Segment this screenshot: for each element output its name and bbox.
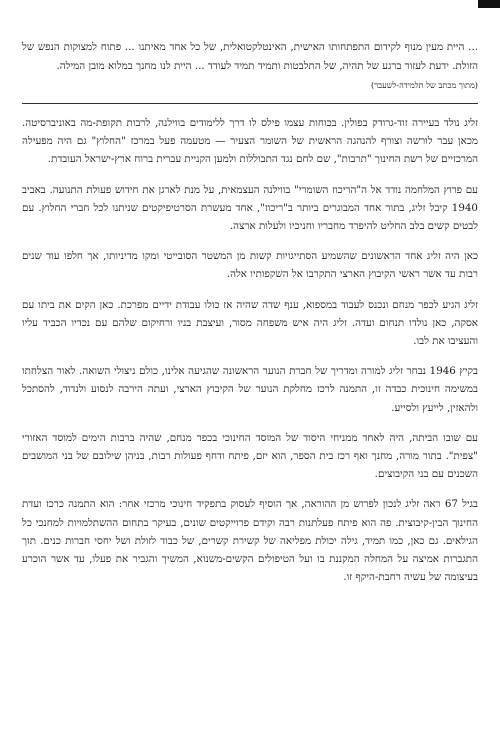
section-divider xyxy=(22,103,478,104)
opening-quote: ... היית מעין מנוף לקידום התפתחותו האישית, האינטלקטואלית, של כל אחד מאיתנו ... פתוח למצוקות הנפש של הזולת. ידעת לעזור ברגע של תהיה, של התלבטות ותמיד תמיד לעודד ... היית לנו מחנך במלוא מובן המילה. xyxy=(22,41,478,72)
paragraph-kfar-menahem: זליג הגיע לכפר מנחם ונכנס לעבוד במספוא, ענף שדה שהיה אז כולו עבודת ידיים מפרכת. כאן הקים את ביתו עם אסקה, כאן נולדו תנחום ועדה. זליג היה איש משפחה מסור, ועיצבת בניו ורחיקום שלהם עם נכדיו הכביד עליו והעציבו את לבו. xyxy=(22,298,478,348)
quote-source: (מתוך מכתב של תלמידה-לשעבר) xyxy=(370,80,478,90)
paragraph-war-outbreak: עם פרוץ המלחמה נודד אל ה"הריכוז השומרי" בווילנה העצמאית, על מנת לארגן את חידוש פעולת התנועה. באביב 1940 קיבל זליג, בתור אחד המבוגרים ביותר ב"ריכוז", אחד מעשרת הסרטיפיקטים שניתנו לכל חברי החלוץ. עם לבטים קשים בלב החליט להיפרד מחבריו וחניכיו ולעלות ארצה. xyxy=(22,183,478,233)
document-page xyxy=(22,38,478,598)
paragraph-early-life: זליג נולד בעיירה זוד-גרודק בפולין. בכוחות עצמו פילס לו דרך ללימודים בווילנה, לרבות תקופת-מה באוניברסיטה. מכאן עבר לורשה וצורף להנהגה הראשית של השומר הצעיר — מטעמה פעל במרכז "החלוץ" גם היה מפעילה המרכזיים של רשת החינוך "תרבות", שם לחם נגד התבוללות ולמען הקניית עברית ברוח ארץ-ישראל העובדת. xyxy=(22,117,478,166)
paragraph-retirement: בגיל 67 ראה זליג לנכון לפרוש מן ההוראה, אך הוסיף לעסוק בתפקיד חינוכי מרכזי אחר: הוא התמנה כרכז ועדת החינוך הבין-קיבוצית. פה הוא פיתח פעלתנות רבה וקידם פרוייקטים שונים, בעיקר בתחום ההשתלמויות למחנכי כל הגילאים. גם כאן, כמו תמיד, גילה יכולת מפליאה של קשירת קשרים, של כבוד לזולת ושל יחסי חברות כנים. תוך התגברות אמיצה על המחלה המקננת בו ועל הטיפולים הקשים-משנוא, המשיך והגביר את פעלו, עד אשר הוכרע בעיצומה של עשיה רחבת-היקף זו. xyxy=(22,498,478,584)
page-corner-mark xyxy=(478,0,500,8)
paragraph-youth-group: בקיץ 1946 נבחר זליג למורה ומדריך של חברת הנוער הראשונה שהגיעה אלינו, כולם ניצולי השואה. לאור הצלחתו במשימה חינוכית כבדה זו, התמנה לרכז מחלקת הנוער של הקיבוץ הארצי, ועתה הירבה לנסוע ולנדוד, להסתכל ולהאזין, לייעץ ולסייע. xyxy=(22,365,479,414)
paragraph-soviet-reservations: כאן היה זליג אחד הראשונים שהשמיע הסתייגויות קשות מן המשטר הסובייטי ומקו מדיניותו, אך חלפו עוד שנים רבות עד אשר ראשי הקיבוץ הארצי התקרבו אל השקפותיו אלה. xyxy=(22,250,478,281)
paragraph-educational-institution: עם שובו הביתה, היה לאחד ממניחי היסוד של המוסד החינוכי בכפר מנחם, שהיה ברבות הימים למוסד האזורי "צפית". בתור מורה, מחנך ואף רכז בית הספר, הוא יזם, פיתח ודחף פעולות רבות, בניהן שילובם של בני המושבים השכנים עם בני הקיבוצים. xyxy=(22,431,478,481)
